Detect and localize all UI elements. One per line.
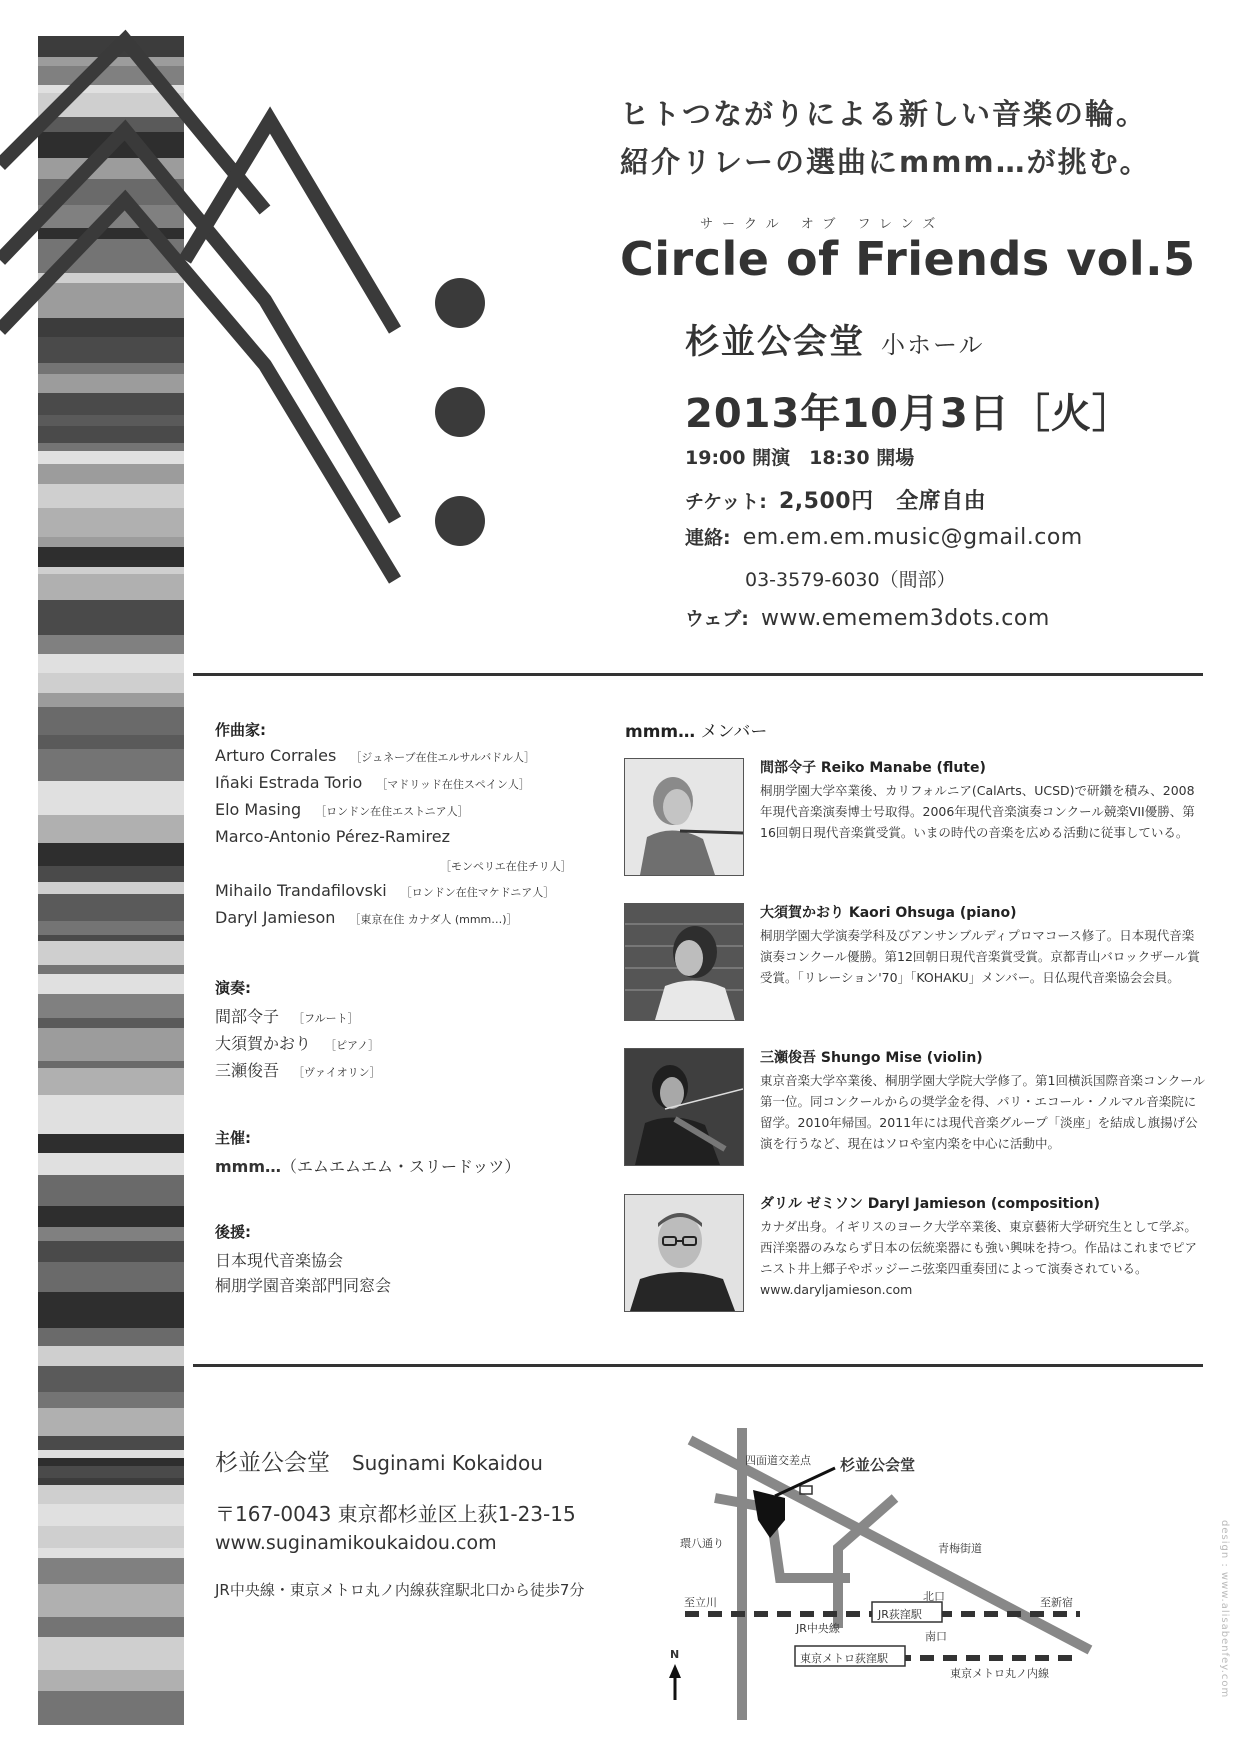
stripe [38,894,184,921]
stripe [38,1121,184,1134]
composer-name: Daryl Jamieson [215,908,336,927]
web-info [685,604,1050,631]
composer-item [215,746,535,765]
stripe [38,443,184,451]
stripe [38,374,184,393]
stripe [38,1548,184,1558]
composer-item [215,773,530,792]
stripe [38,547,184,567]
stripe [38,1558,184,1584]
stripe [38,1485,184,1504]
composer-item [215,908,518,927]
stripe [38,965,184,974]
member-bio [760,1193,1205,1300]
stripe [38,882,184,894]
stripe [38,1526,184,1548]
stripe [38,693,184,707]
map-oume-label: 青梅街道 [938,1542,982,1555]
member-bio [760,1047,1205,1154]
stripe [38,1346,184,1366]
north-arrow-label: N [670,1648,680,1661]
stripe [38,415,184,426]
venue-heading [685,314,985,363]
stripe [38,600,184,635]
stripe [38,1061,184,1068]
performer-item [215,1058,381,1081]
composer-note: ［ジュネーブ在住エルサルバドル人］ [350,751,536,764]
support-heading: 後援: [215,1223,251,1241]
stripe [38,1153,184,1175]
divider-bottom [193,1364,1203,1367]
member-name: 大須賀かおり Kaori Ohsuga (piano) [760,905,1017,921]
stripe [38,1028,184,1061]
stripe [38,635,184,654]
event-time [685,443,914,470]
footer-url[interactable]: www.suginamikoukaidou.com [215,1532,497,1554]
stripe [38,1145,184,1153]
performer-name: 三瀬俊吾 [215,1061,280,1080]
composer-name: Mihailo Trandafilovski [215,881,387,900]
performer-item [215,1031,379,1054]
stripe [38,451,184,464]
performer-note: ［ヴァイオリン］ [293,1066,381,1079]
map-metro-station-label: 東京メトロ荻窪駅 [800,1652,888,1665]
composer-note: ［東京在住 カナダ人 (mmm…)］ [349,913,518,926]
map-jr-station-label: JR荻窪駅 [878,1608,922,1621]
contact-email[interactable]: em.em.em.music@gmail.com [742,525,1083,550]
composer-note: ［ロンドン在住エストニア人］ [315,805,469,818]
dot-1 [435,278,485,328]
stripe [38,843,184,866]
stripe [38,1241,184,1249]
stripe [38,866,184,882]
stripe [38,484,184,508]
stripe [38,1018,184,1028]
map-south-exit-label: 南口 [925,1630,947,1643]
stripe [38,1095,184,1121]
member-bio-text: 東京音楽大学卒業後、桐朋学園大学院大学修了。第1回横浜国際音楽コンクール第一位。同コンクールからの奨学金を得、パリ・エコール・ノルマル音楽院に留学。2010年帰国。2011年には現代音楽グループ「淡座」を結成し旗揚げ公演を行うなど、現在はソロや室内楽を中心に活動中。 [760,1073,1205,1151]
map-jr-line-label: JR中央線 [796,1622,840,1635]
stripe [38,673,184,693]
organizer-heading: 主催: [215,1129,251,1147]
map-tachikawa-label: 至立川 [684,1596,717,1609]
composer-note: ［マドリッド在住スペイン人］ [376,778,530,791]
map-intersection-label: 四面道交差点 [745,1454,811,1467]
stripe [38,426,184,443]
stripe [38,1068,184,1095]
stripe [38,1206,184,1227]
time-text: 19:00 開演 18:30 開場 [685,447,915,469]
stripe [38,1584,184,1617]
performer-item [215,1004,359,1027]
stripe [38,1408,184,1436]
performer-name: 間部令子 [215,1007,280,1026]
member-photo-composition [624,1194,744,1312]
stripe [38,1262,184,1292]
composer-note: ［モンペリエ在住チリ人］ [440,860,572,873]
stripe [38,283,184,318]
stripe [38,921,184,935]
stripe [38,1292,184,1303]
composer-name: Marco-Antonio Pérez-Ramirez [215,827,450,846]
members-heading-bold: mmm… [625,722,696,742]
stripe [38,1670,184,1691]
stripe [38,935,184,941]
stripe [38,974,184,994]
composers-heading: 作曲家: [215,721,266,739]
tagline-line-2: 紹介リレーの選曲にmmm…が挑む。 [620,145,1151,179]
event-date: 2013年10月3日［火］ [685,391,1133,437]
stripe [38,1617,184,1637]
web-url[interactable]: www.ememem3dots.com [760,606,1050,631]
stripe [38,1721,184,1725]
venue-name: 杉並公会堂 [685,322,865,362]
stripe [38,318,184,337]
stripe [38,117,184,132]
web-label: ウェブ: [685,608,749,630]
map-north-exit-label: 北口 [923,1590,945,1603]
member-bio-text: 桐朋学園大学演奏学科及びアンサンブルディプロマコース修了。日本現代音楽演奏コンクール優勝。第12回朝日現代音楽賞受賞。京都青山バロックザール賞受賞。「リレーション'70」「KOHAKU」メンバー。日仏現代音楽協会会員。 [760,928,1200,985]
stripe [38,363,184,374]
stripe [38,1134,184,1145]
member-photo-violin [624,1048,744,1166]
stripe [38,735,184,749]
organizer-bold: mmm… [215,1157,282,1176]
organizer-name [215,1154,520,1177]
footer-access: JR中央線・東京メトロ丸ノ内線荻窪駅北口から徒歩7分 [215,1581,585,1599]
ticket-value: 2,500円 全席自由 [778,489,987,514]
stripe [38,941,184,965]
event-title: Circle of Friends vol.5 [620,232,1196,286]
performer-note: ［フルート］ [293,1012,359,1025]
composer-item [215,881,554,900]
dot-3 [435,496,485,546]
stripe [38,1691,184,1721]
stripe [38,1392,184,1408]
composer-name: Arturo Corrales [215,746,337,765]
stripe [38,1466,184,1478]
contact-phone: 03-3579-6030（間部） [745,569,956,591]
composer-item [215,800,469,819]
performers-heading: 演奏: [215,979,251,997]
stripe [38,707,184,735]
organizer-rest: （エムエムエム・スリードッツ） [281,1157,521,1176]
member-bio-text: 桐朋学園大学卒業後、カリフォルニア(CalArts、UCSD)で研鑽を積み、2008年現代音楽演奏博士号取得。2006年現代音楽演奏コンクール競楽VII優勝、第16回朝日現代音楽賞受賞。いまの時代の音楽を広める活動に従事している。 [760,783,1195,840]
stripe [38,994,184,1018]
stripe [38,1372,184,1392]
footer-venue-jp: 杉並公会堂 [215,1450,330,1476]
member-name: 間部令子 Reiko Manabe (flute) [760,760,986,776]
stripe [38,815,184,843]
stripe [38,537,184,547]
stripe [38,1436,184,1450]
map-shinjuku-label: 至新宿 [1040,1596,1073,1609]
dot-2 [435,387,485,437]
stripe [38,1249,184,1262]
support-item: 日本現代音楽協会 [215,1251,344,1270]
stripe [38,1458,184,1466]
composer-name: Iñaki Estrada Torio [215,773,363,792]
support-item: 桐朋学園音楽部門同窓会 [215,1276,392,1295]
ticket-label: チケット: [685,491,767,513]
contact-label: 連絡: [685,527,731,549]
stripe [38,1637,184,1670]
member-bio [760,757,1205,843]
tagline-line-1: ヒトつながりによる新しい音楽の輪。 [620,97,1148,131]
hall-name: 小ホール [881,331,985,359]
footer-venue [215,1444,543,1477]
composer-name: Elo Masing [215,800,302,819]
member-photo-piano [624,903,744,1021]
contact-info [685,523,1083,550]
design-credit: design : www.alisabenfey.com [1219,1520,1230,1699]
map-kanpachi-label: 環八通り [680,1537,724,1550]
ticket-info [685,484,986,515]
stripe [38,1328,184,1346]
stripe [38,1478,184,1485]
performer-note: ［ピアノ］ [325,1039,380,1052]
stripe [38,393,184,415]
composer-item [215,827,450,846]
stripe [38,337,184,363]
stripe [38,1227,184,1241]
member-photo-flute [624,758,744,876]
performer-name: 大須賀かおり [215,1034,312,1053]
stripe [38,574,184,600]
stripe [38,567,184,574]
composer-note: ［ロンドン在住マケドニア人］ [400,886,555,899]
member-bio-text: カナダ出身。イギリスのヨーク大学卒業後、東京藝術大学研究生として学ぶ。西洋楽器のみならず日本の伝統楽器にも強い興味を持つ。作品はこれまでピアニスト井上郷子やボッジーニ弦楽四重奏団によって演奏されている。www.daryljamieson.com [760,1219,1198,1297]
stripe [38,1366,184,1372]
stripe [38,749,184,781]
members-heading-rest: メンバー [700,722,768,742]
map-venue-label: 杉並公会堂 [840,1456,916,1474]
stripe [38,654,184,673]
map-metro-line-label: 東京メトロ丸ノ内線 [950,1667,1049,1680]
member-name: ダリル ゼミソン Daryl Jamieson (composition) [760,1196,1100,1212]
divider-top [193,673,1203,676]
stripe [38,1450,184,1458]
footer-address: 〒167-0043 東京都杉並区上荻1-23-15 [215,1502,576,1526]
member-name: 三瀬俊吾 Shungo Mise (violin) [760,1050,983,1066]
stripe [38,508,184,537]
member-bio [760,902,1205,988]
stripe [38,1175,184,1206]
stripe [38,464,184,484]
stripe [38,1303,184,1328]
stripe [38,1504,184,1526]
members-heading [625,717,767,742]
stripe [38,781,184,815]
decorative-graphic [0,0,520,1754]
footer-venue-en: Suginami Kokaidou [351,1451,543,1475]
title-ruby: サークル オブ フレンズ [700,217,945,232]
